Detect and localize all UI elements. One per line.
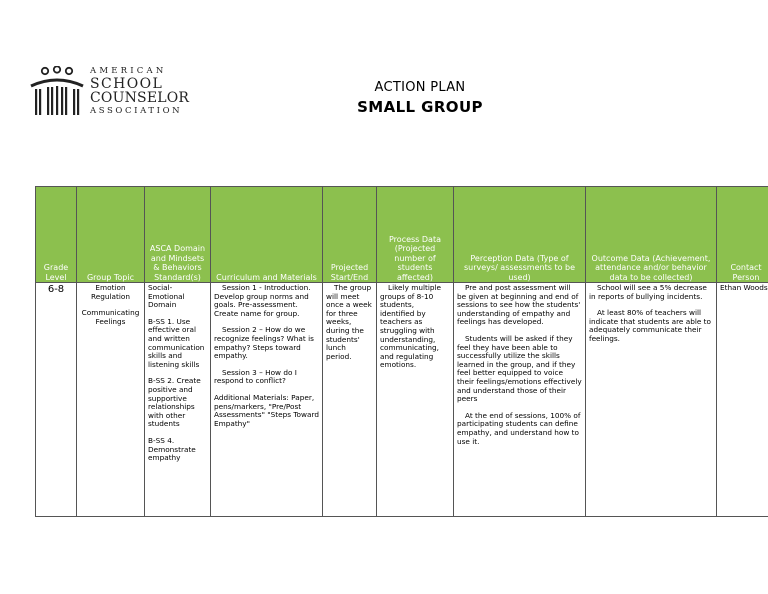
cell-perception-data — [454, 283, 586, 517]
outcome-item: School will see a 5% decrease in reports of bullying incidents. — [589, 283, 707, 301]
header-group-topic: Group Topic — [77, 187, 145, 283]
logo-line-3: COUNSELOR — [90, 89, 190, 106]
topic-item: Communicating Feelings — [81, 308, 140, 326]
action-plan-table — [35, 186, 768, 517]
cell-contact-person: Ethan Woods — [717, 283, 768, 517]
header-asca-standards: ASCA Domain and Mindsets & Behaviors Standard(s) — [145, 187, 211, 283]
perception-item: Pre and post assessment will be given at beginning and end of sessions to see how the students' understanding of empathy and feelings has developed. — [457, 283, 581, 327]
asca-item: B-SS 1. Use effective oral and written communication skills and listening skills — [148, 316, 205, 369]
logo-line-2: SCHOOL — [90, 75, 164, 92]
table-header-row — [36, 187, 768, 283]
header-process-data: Process Data (Projected number of students affected) — [377, 187, 454, 283]
outcome-item: At least 80% of teachers will indicate that students are able to adequately communicate their feelings. — [589, 308, 712, 343]
page-title: ACTION PLAN — [374, 80, 466, 95]
logo-line-4: ASSOCIATION — [90, 105, 183, 116]
cell-outcome-data — [586, 283, 717, 517]
curriculum-item: Additional Materials: Paper, pens/markers, "Pre/Post Assessments" "Steps Toward Empathy" — [214, 392, 319, 428]
page-subtitle: SMALL GROUP — [357, 98, 483, 116]
projected-text: The group will meet once a week for three weeks, during the students' lunch period. — [326, 283, 372, 361]
header-outcome-data: Outcome Data (Achievement, attendance and/or behavior data to be collected) — [586, 187, 717, 283]
topic-item: Emotion Regulation — [91, 283, 130, 301]
curriculum-item: Session 1 - Introduction. Develop group norms and goals. Pre-assessment. Create name for group. — [214, 283, 311, 318]
asca-logo — [28, 66, 188, 124]
cell-asca-standards — [145, 283, 211, 517]
cell-projected — [323, 283, 377, 517]
cell-group-topic — [77, 283, 145, 517]
cell-curriculum — [211, 283, 323, 517]
curriculum-item: Session 2 – How do we recognize feelings? What is empathy? Steps toward empathy. — [214, 325, 314, 361]
process-text: Likely multiple groups of 8-10 students, identified by teachers as struggling with understanding, communicating, and regulating emotions. — [380, 283, 442, 370]
curriculum-item: Session 3 – How do I respond to conflict? — [214, 367, 297, 386]
perception-item: At the end of sessions, 100% of participating students can define empathy, and understand how to use it. — [457, 410, 581, 446]
logo-line-1: AMERICAN — [90, 66, 167, 76]
header-curriculum: Curriculum and Materials — [211, 187, 323, 283]
header-grade-level: Grade Level — [36, 187, 77, 283]
perception-item: Students will be asked if they feel they have been able to successfully utilize the skills learned in the group, and if they feel better equipped to voice their feelings/emotions effectively and understand those of their peers — [457, 333, 582, 404]
asca-item: B-SS 4. Demonstrate empathy — [148, 435, 196, 463]
header-projected: Projected Start/End — [323, 187, 377, 283]
header-perception-data: Perception Data (Type of surveys/ assessments to be used) — [454, 187, 586, 283]
logo-wordmark — [90, 66, 189, 115]
asca-logo-icon — [28, 66, 86, 122]
table-row — [36, 283, 768, 517]
cell-process-data — [377, 283, 454, 517]
cell-grade-level: 6-8 — [36, 283, 77, 517]
asca-item: Social-Emotional Domain — [148, 283, 185, 310]
asca-item: B-SS 2. Create positive and supportive relationships with other students — [148, 376, 201, 429]
header-contact-person: Contact Person — [717, 187, 768, 283]
